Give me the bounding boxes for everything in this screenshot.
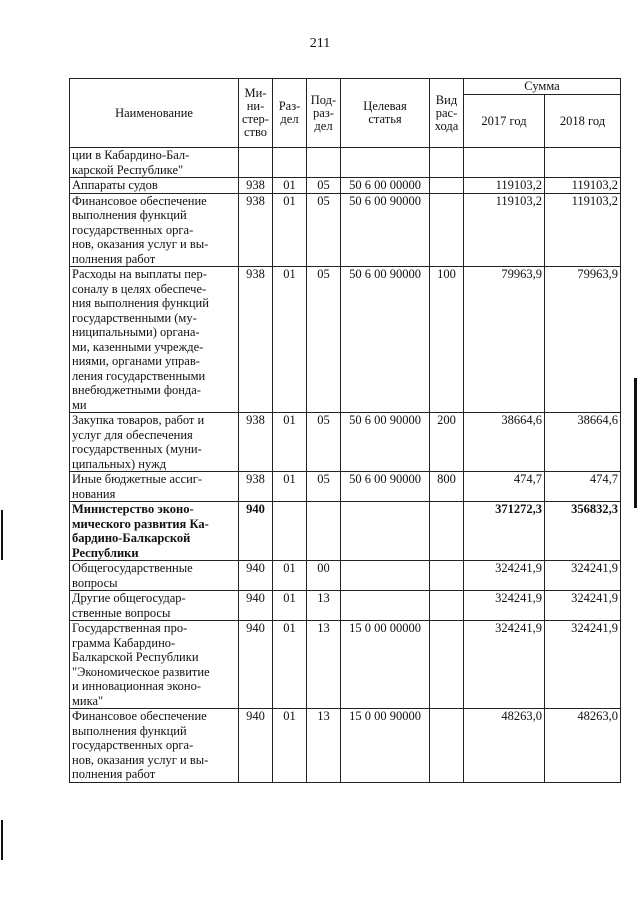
row-subsection: 13 — [307, 591, 341, 621]
header-2018: 2018 год — [545, 95, 621, 148]
row-sum-2018: 119103,2 — [545, 178, 621, 194]
row-name: Министерство эконо- мического развития Ка- бардино-Балкарской Республики — [70, 502, 239, 561]
row-expense-type: 100 — [430, 267, 464, 413]
row-target: 50 6 00 90000 — [341, 472, 430, 502]
header-expense-type-text: Вид рас- хода — [434, 92, 459, 133]
row-subsection: 05 — [307, 193, 341, 267]
table-row — [70, 413, 621, 472]
header-subsection-text: Под- раз- дел — [310, 92, 337, 133]
row-ministry: 940 — [239, 591, 273, 621]
row-subsection: 13 — [307, 709, 341, 783]
row-target — [341, 148, 430, 178]
row-section — [273, 502, 307, 561]
row-sum-2017: 474,7 — [464, 472, 545, 502]
row-section: 01 — [273, 472, 307, 502]
header-section-text: Раз- дел — [278, 99, 301, 126]
header-ministry-text: Ми- ни- стер- ство — [242, 86, 269, 139]
row-name: Финансовое обеспечение выполнения функций государственных орга- нов, оказания услуг и вы- полнения работ — [70, 709, 239, 783]
row-ministry: 940 — [239, 621, 273, 709]
row-section: 01 — [273, 709, 307, 783]
row-target: 15 0 00 90000 — [341, 709, 430, 783]
row-section: 01 — [273, 621, 307, 709]
header-expense-type — [430, 79, 464, 148]
row-sum-2017: 79963,9 — [464, 267, 545, 413]
row-sum-2018: 48263,0 — [545, 709, 621, 783]
row-name: Государственная про- грамма Кабардино- Балкарской Республики "Экономическое развитие и инновационная эконо- мика" — [70, 621, 239, 709]
row-ministry: 938 — [239, 193, 273, 267]
row-name: Финансовое обеспечение выполнения функций государственных орга- нов, оказания услуг и вы- полнения работ — [70, 193, 239, 267]
row-sum-2018: 79963,9 — [545, 267, 621, 413]
page-number: 211 — [309, 36, 331, 51]
row-sum-2018: 38664,6 — [545, 413, 621, 472]
row-sum-2018: 324241,9 — [545, 591, 621, 621]
row-target: 50 6 00 90000 — [341, 267, 430, 413]
row-sum-2018: 356832,3 — [545, 502, 621, 561]
table-row — [70, 502, 621, 561]
row-sum-2018: 474,7 — [545, 472, 621, 502]
row-subsection: 13 — [307, 621, 341, 709]
row-target: 50 6 00 90000 — [341, 413, 430, 472]
row-name: Общегосударственные вопросы — [70, 561, 239, 591]
row-target: 50 6 00 90000 — [341, 193, 430, 267]
table-body — [70, 148, 621, 783]
row-ministry — [239, 148, 273, 178]
row-name: Иные бюджетные ассиг- нования — [70, 472, 239, 502]
row-ministry: 940 — [239, 561, 273, 591]
header-section — [273, 79, 307, 148]
row-section: 01 — [273, 561, 307, 591]
header-sum: Сумма — [464, 79, 621, 95]
scan-edge-mark — [1, 510, 3, 560]
row-subsection: 05 — [307, 472, 341, 502]
row-ministry: 938 — [239, 472, 273, 502]
row-section: 01 — [273, 193, 307, 267]
row-target — [341, 502, 430, 561]
row-section — [273, 148, 307, 178]
row-expense-type — [430, 621, 464, 709]
header-subsection — [307, 79, 341, 148]
header-target — [341, 79, 430, 148]
row-sum-2018: 324241,9 — [545, 621, 621, 709]
row-expense-type — [430, 178, 464, 194]
row-name: Расходы на выплаты пер- соналу в целях обеспече- ния выполнения функций государственными (му- ниципальными) органа- ми, казенными учрежде- ниями, органами управ- ления государственными внебюджетными фонда- ми — [70, 267, 239, 413]
header-ministry — [239, 79, 273, 148]
row-subsection: 05 — [307, 178, 341, 194]
row-name: Закупка товаров, работ и услуг для обеспечения государственных (муни- ципальных) нужд — [70, 413, 239, 472]
table-row — [70, 621, 621, 709]
header-2017: 2017 год — [464, 95, 545, 148]
table-row — [70, 178, 621, 194]
row-expense-type — [430, 193, 464, 267]
row-ministry: 938 — [239, 178, 273, 194]
row-ministry: 940 — [239, 709, 273, 783]
row-subsection: 05 — [307, 267, 341, 413]
table-row — [70, 267, 621, 413]
row-expense-type — [430, 591, 464, 621]
table-row — [70, 709, 621, 783]
row-sum-2017: 48263,0 — [464, 709, 545, 783]
row-sum-2017 — [464, 148, 545, 178]
row-expense-type — [430, 709, 464, 783]
row-sum-2018 — [545, 148, 621, 178]
table-row — [70, 148, 621, 178]
table-row — [70, 591, 621, 621]
row-name: Аппараты судов — [70, 178, 239, 194]
row-subsection — [307, 148, 341, 178]
row-sum-2017: 38664,6 — [464, 413, 545, 472]
row-ministry: 938 — [239, 267, 273, 413]
budget-table — [69, 78, 621, 783]
table-row — [70, 193, 621, 267]
row-expense-type — [430, 148, 464, 178]
row-expense-type: 800 — [430, 472, 464, 502]
row-name: Другие общегосудар- ственные вопросы — [70, 591, 239, 621]
scan-edge-mark — [634, 378, 637, 508]
header-target-text: Целевая статья — [363, 99, 407, 126]
row-sum-2017: 119103,2 — [464, 178, 545, 194]
row-expense-type — [430, 502, 464, 561]
row-target: 15 0 00 00000 — [341, 621, 430, 709]
row-ministry: 940 — [239, 502, 273, 561]
row-section: 01 — [273, 413, 307, 472]
row-name: ции в Кабардино-Бал- карской Республике" — [70, 148, 239, 178]
row-ministry: 938 — [239, 413, 273, 472]
row-sum-2017: 324241,9 — [464, 621, 545, 709]
row-sum-2018: 119103,2 — [545, 193, 621, 267]
row-sum-2017: 371272,3 — [464, 502, 545, 561]
table-row — [70, 561, 621, 591]
row-sum-2017: 324241,9 — [464, 561, 545, 591]
scan-edge-mark — [1, 820, 3, 860]
row-target: 50 6 00 00000 — [341, 178, 430, 194]
row-target — [341, 591, 430, 621]
row-subsection: 05 — [307, 413, 341, 472]
row-sum-2017: 324241,9 — [464, 591, 545, 621]
row-section: 01 — [273, 267, 307, 413]
table-row — [70, 472, 621, 502]
row-target — [341, 561, 430, 591]
row-subsection — [307, 502, 341, 561]
row-sum-2017: 119103,2 — [464, 193, 545, 267]
row-subsection: 00 — [307, 561, 341, 591]
row-section: 01 — [273, 591, 307, 621]
header-name: Наименование — [70, 79, 239, 148]
row-section: 01 — [273, 178, 307, 194]
row-expense-type — [430, 561, 464, 591]
row-expense-type: 200 — [430, 413, 464, 472]
row-sum-2018: 324241,9 — [545, 561, 621, 591]
